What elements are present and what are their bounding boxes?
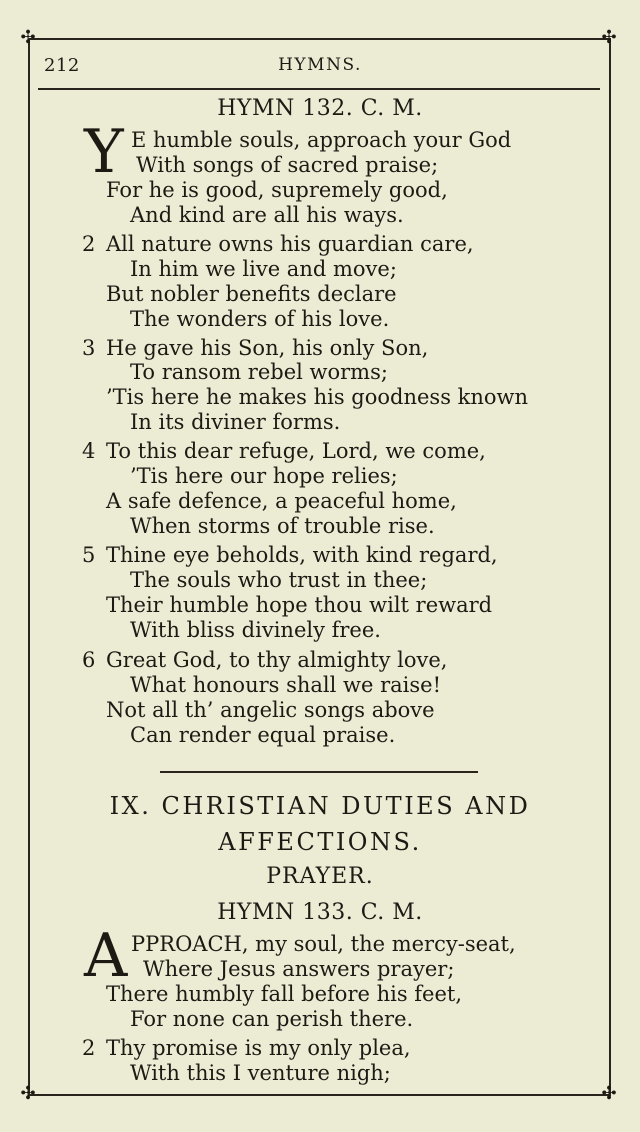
stanza-number: 3 [82, 336, 96, 360]
verse-line: ’Tis here our hope relies; [130, 464, 398, 488]
corner-ornament-icon: ✣ [601, 1083, 617, 1104]
section-heading: IX. CHRISTIAN DUTIES AND [109, 792, 531, 820]
section-rule [160, 771, 478, 773]
verse-line: The souls who trust in thee; [130, 568, 428, 592]
stanza-number: 6 [82, 648, 96, 672]
verse-line: For none can perish there. [130, 1007, 414, 1031]
verse-line: ’Tis here he makes his goodness known [106, 385, 529, 409]
verse-line: With bliss divinely free. [130, 618, 381, 642]
verse-line: But nobler benefits declare [106, 282, 397, 306]
verse-line: And kind are all his ways. [130, 203, 404, 227]
verse-line: Great God, to thy almighty love, [106, 648, 448, 672]
hymn-133-title: HYMN 133. C. M. [217, 900, 423, 925]
verse-line: All nature owns his guardian care, [106, 232, 474, 256]
frame-top-rule [28, 38, 611, 40]
frame-left-rule [28, 38, 30, 1094]
page-number: 212 [44, 55, 80, 76]
running-title: HYMNS. [278, 55, 362, 75]
verse-line: Can render equal praise. [130, 723, 396, 747]
corner-ornament-icon: ✣ [20, 27, 36, 48]
verse-line: PPROACH, my soul, the mercy-seat, [131, 932, 516, 956]
verse-line: With songs of sacred praise; [136, 153, 439, 177]
frame-right-rule [609, 38, 611, 1094]
verse-line: There humbly fall before his feet, [106, 982, 463, 1006]
verse-line: The wonders of his love. [130, 307, 390, 331]
stanza-number: 2 [82, 1036, 96, 1060]
stanza-number: 4 [82, 439, 96, 463]
subsection-heading: PRAYER. [266, 864, 374, 889]
verse-line: When storms of trouble rise. [130, 514, 435, 538]
verse-line: With this I venture nigh; [130, 1061, 391, 1085]
verse-line: To ransom rebel worms; [130, 360, 388, 384]
verse-line: In him we live and move; [130, 257, 397, 281]
stanza-number: 2 [82, 232, 96, 256]
corner-ornament-icon: ✣ [601, 27, 617, 48]
verse-line: Their humble hope thou wilt reward [106, 593, 493, 617]
frame-bottom-rule [28, 1094, 611, 1096]
verse-line: A safe defence, a peaceful home, [106, 489, 457, 513]
verse-line: In its diviner forms. [130, 410, 341, 434]
verse-line: Where Jesus answers prayer; [143, 957, 455, 981]
verse-line: To this dear refuge, Lord, we come, [106, 439, 486, 463]
section-heading-continued: AFFECTIONS. [218, 828, 422, 856]
verse-line: What honours shall we raise! [130, 673, 442, 697]
header-rule [38, 88, 600, 90]
verse-line: For he is good, supremely good, [106, 178, 448, 202]
stanza-number: 5 [82, 543, 96, 567]
verse-line: Thine eye beholds, with kind regard, [106, 543, 498, 567]
verse-line: Thy promise is my only plea, [106, 1036, 411, 1060]
verse-line: E humble souls, approach your God [131, 128, 512, 152]
drop-cap: Y [84, 117, 124, 187]
drop-cap: A [84, 921, 128, 991]
verse-line: Not all th’ angelic songs above [106, 698, 435, 722]
hymn-132-title: HYMN 132. C. M. [217, 96, 423, 121]
corner-ornament-icon: ✣ [20, 1083, 36, 1104]
verse-line: He gave his Son, his only Son, [106, 336, 429, 360]
